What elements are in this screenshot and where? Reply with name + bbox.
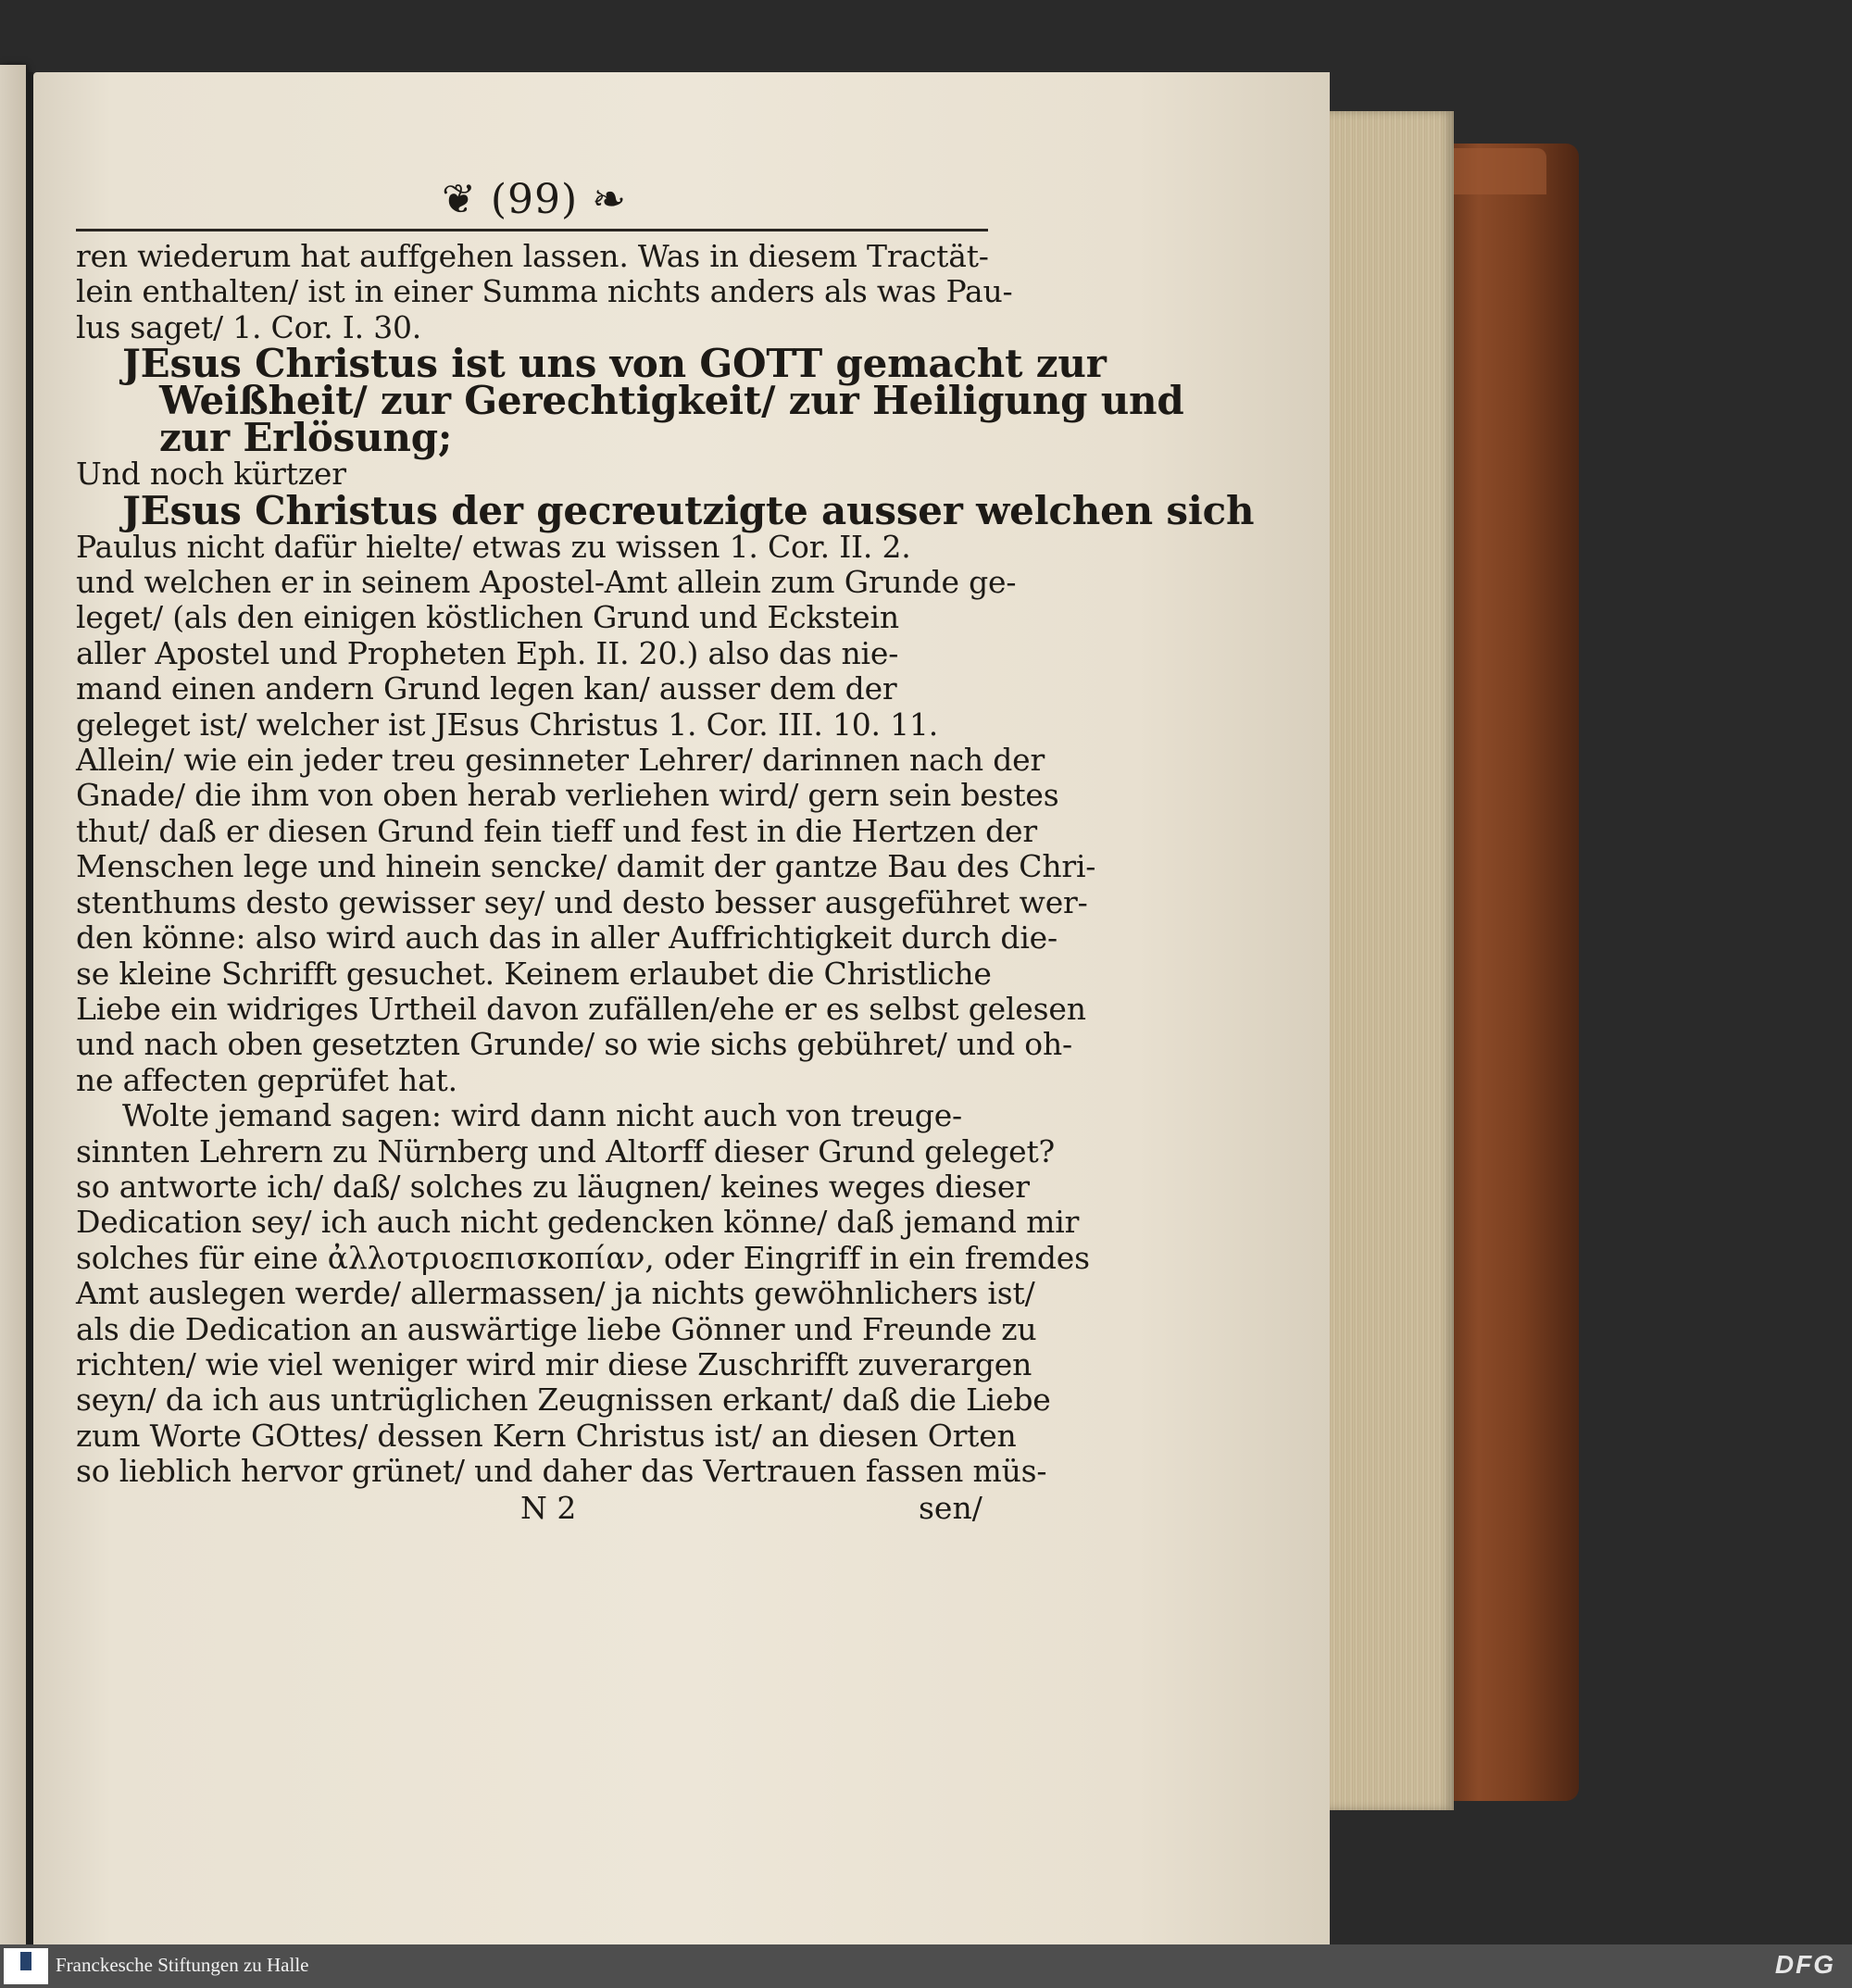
text-line: aller Apostel und Propheten Eph. II. 20.) also das nie- — [76, 634, 899, 671]
viewer-footer-bar — [0, 1944, 1852, 1988]
text-line: so antworte ich/ daß/ solches zu läugnen/ keines weges dieser — [76, 1168, 1030, 1205]
text-line: JEsus Christus ist uns von GOTT gemacht zur — [122, 341, 1107, 387]
text-line: Gnade/ die ihm von oben herab verliehen wird/ gern sein bestes — [76, 777, 1059, 814]
text-line: den könne: also wird auch das in aller Auffrichtigkeit durch die- — [76, 919, 1057, 956]
text-line: mand einen andern Grund legen kan/ ausser dem der — [76, 670, 897, 707]
text-line: Liebe ein widriges Urtheil davon zufällen/ehe er es selbst gelesen — [76, 990, 1086, 1027]
text-line: Wolte jemand sagen: wird dann nicht auch von treuge- — [122, 1097, 963, 1134]
text-line: Und noch kürtzer — [76, 456, 346, 493]
text-line: sinnten Lehrern zu Nürnberg und Altorff dieser Grund geleget? — [76, 1132, 1056, 1169]
gutter-shadow — [26, 72, 33, 1944]
header-rule — [76, 229, 988, 231]
leather-cover — [1435, 144, 1579, 1801]
text-line: thut/ daß er diesen Grund fein tieff und fest in die Hertzen der — [76, 812, 1037, 849]
text-line: geleget ist/ welcher ist JEsus Christus 1. Cor. III. 10. 11. — [76, 706, 938, 743]
catchword: sen/ — [919, 1489, 982, 1526]
dfg-logo[interactable]: DFG — [1774, 1950, 1835, 1979]
text-line: und nach oben gesetzten Grunde/ so wie sichs gebühret/ und oh- — [76, 1026, 1072, 1063]
page-footer-line — [76, 1490, 993, 1527]
logo-building-icon — [20, 1952, 31, 1970]
franckesche-logo[interactable] — [4, 1948, 48, 1984]
text-line: Paulus nicht dafür hielte/ etwas zu wissen 1. Cor. II. 2. — [76, 528, 911, 565]
text-line: ren wiederum hat auffgehen lassen. Was in diesem Tractät- — [76, 238, 989, 274]
text-line: Weißheit/ zur Gerechtigkeit/ zur Heiligung und — [159, 378, 1184, 424]
text-line: se kleine Schrifft gesuchet. Keinem erlaubet die Christliche — [76, 955, 992, 992]
text-line: JEsus Christus der gecreutzigte ausser welchen sich — [122, 487, 1255, 533]
text-line: zum Worte GOttes/ dessen Kern Christus ist/ an diesen Orten — [76, 1417, 1017, 1454]
text-line: ne affecten geprüfet hat. — [76, 1061, 457, 1098]
institution-name[interactable]: Franckesche Stiftungen zu Halle — [56, 1954, 309, 1976]
header-ornament-right: ❧ — [592, 176, 628, 223]
text-line: solches für eine ἀλλοτριοεπισκοπίαν, oder Eingriff in ein fremdes — [76, 1239, 1090, 1276]
text-line: zur Erlösung; — [159, 415, 453, 461]
facing-page-edge — [0, 65, 26, 1944]
text-body — [76, 238, 1255, 1490]
page-header — [76, 176, 993, 223]
text-line: seyn/ da ich aus untrüglichen Zeugnissen erkant/ daß die Liebe — [76, 1382, 1051, 1419]
text-line: und welchen er in seinem Apostel-Amt allein zum Grunde ge- — [76, 564, 1017, 601]
text-line: Dedication sey/ ich auch nicht gedencken könne/ daß jemand mir — [76, 1204, 1080, 1241]
text-line: Menschen lege und hinein sencke/ damit der gantze Bau des Chri- — [76, 848, 1096, 885]
page-text — [76, 176, 1255, 1527]
text-line: stenthums desto gewisser sey/ und desto besser ausgeführet wer- — [76, 883, 1088, 920]
text-line: so lieblich hervor grünet/ und daher das Vertrauen fassen müs- — [76, 1453, 1047, 1490]
text-line: leget/ (als den einigen köstlichen Grund und Eckstein — [76, 599, 899, 636]
text-line: lus saget/ 1. Cor. I. 30. — [76, 308, 422, 345]
header-ornament-left: ❦ — [441, 176, 477, 223]
text-line: Amt auslegen werde/ allermassen/ ja nichts gewöhnlichers ist/ — [76, 1275, 1035, 1312]
cover-highlight — [1445, 148, 1546, 194]
text-line: richten/ wie viel weniger wird mir diese Zuschrifft zuverargen — [76, 1345, 1032, 1382]
text-line: Allein/ wie ein jeder treu gesinneter Lehrer/ darinnen nach der — [76, 742, 1045, 779]
signature-mark: N 2 — [520, 1489, 577, 1526]
text-line: lein enthalten/ ist in einer Summa nichts anders als was Pau- — [76, 273, 1013, 310]
text-line: als die Dedication an auswärtige liebe Gönner und Freunde zu — [76, 1310, 1037, 1347]
page-number: (99) — [490, 176, 579, 223]
